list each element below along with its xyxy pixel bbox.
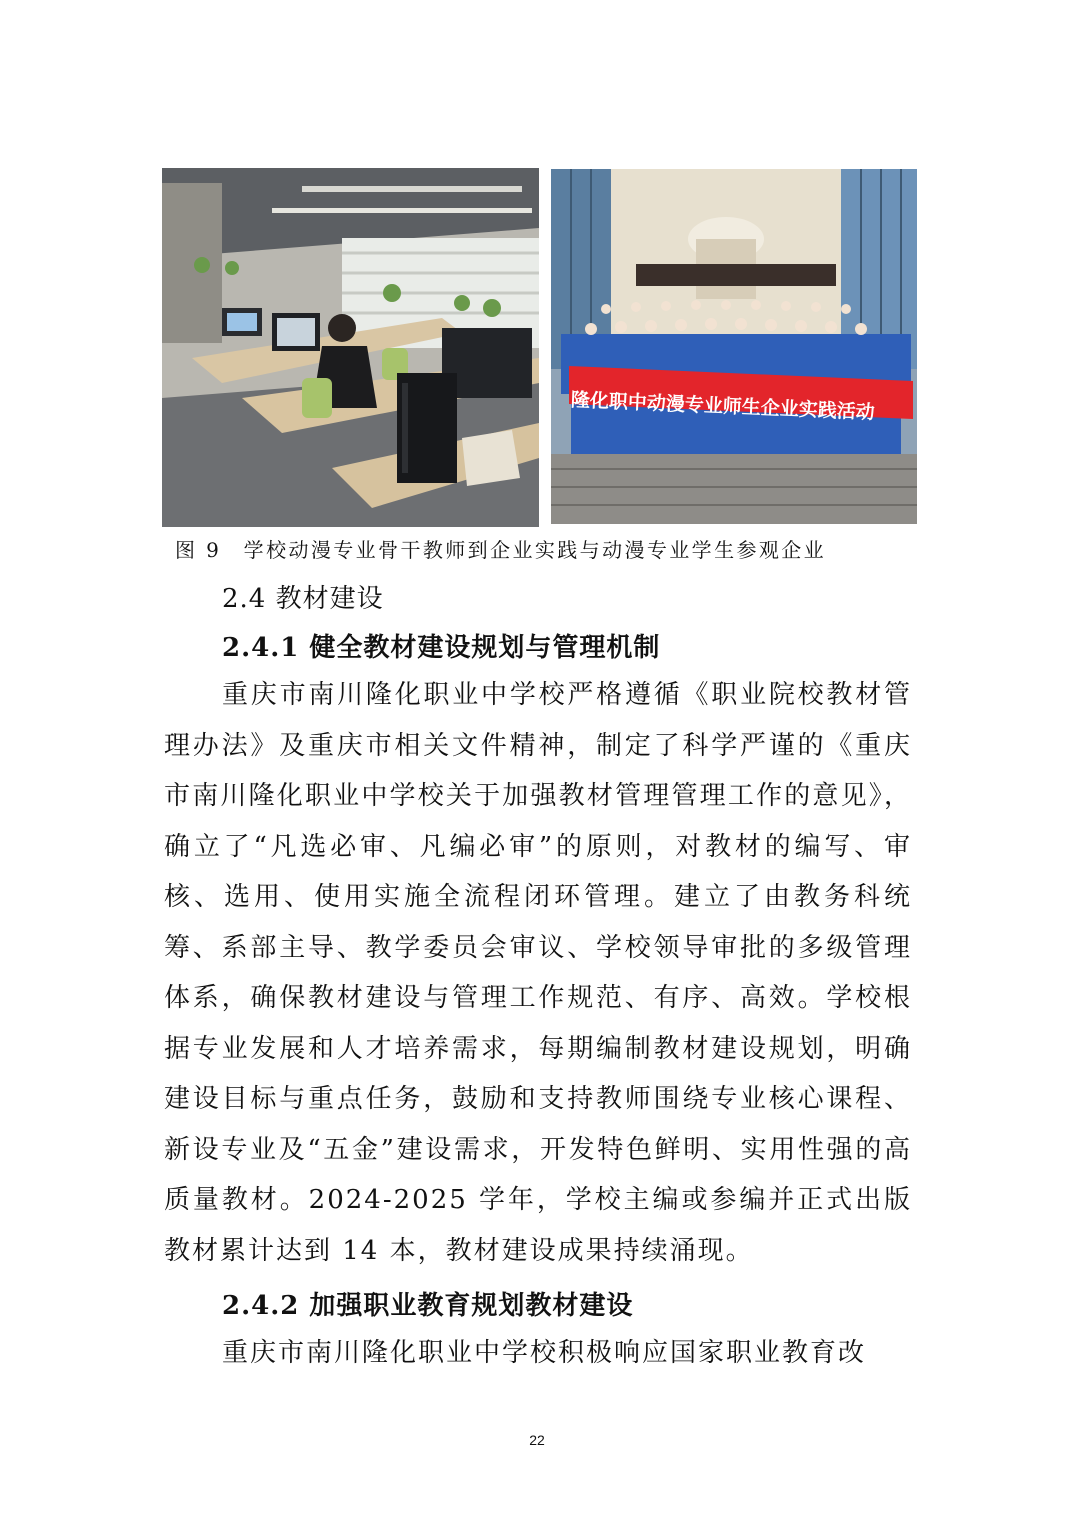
banner-text: 隆化职中动漫专业师生企业实践活动 — [570, 389, 876, 424]
group-photo — [551, 169, 917, 524]
figure-caption: 图 9 学校动漫专业骨干教师到企业实践与动漫专业学生参观企业 — [175, 538, 827, 562]
office-photo — [162, 168, 539, 527]
subsection-body-2-4-2: 重庆市南川隆化职业中学校积极响应国家职业教育改 — [222, 1338, 867, 1368]
page-number: 22 — [529, 1432, 545, 1448]
subsection-heading-2-4-1: 2.4.1 健全教材建设规划与管理机制 — [222, 633, 661, 663]
subsection-heading-2-4-2: 2.4.2 加强职业教育规划教材建设 — [222, 1291, 634, 1321]
section-heading: 2.4 教材建设 — [222, 584, 384, 614]
subsection-body-2-4-1: 重庆市南川隆化职业中学校严格遵循《职业院校教材管理办法》及重庆市相关文件精神，制定了科学严谨的《重庆市南川隆化职业中学校关于加强教材管理管理工作的意见》，确立了“凡选必审、凡编必审”的原则，对教材的编写、审核、选用、使用实施全流程闭环管理。建立了由教务科统筹、系部主导、教学委员会审议、学校领导审批的多级管理体系，确保教材建设与管理工作规范、有序、高效。学校根据专业发展和人才培养需求，每期编制教材建设规划，明确建设目标与重点任务，鼓励和支持教师围绕专业核心课程、新设专业及“五金”建设需求，开发特色鲜明、实用性强的高质量教材。2024-2025 学年，学校主编或参编并正式出版教材累计达到 14 本，教材建设成果持续涌现。 — [164, 680, 912, 1266]
